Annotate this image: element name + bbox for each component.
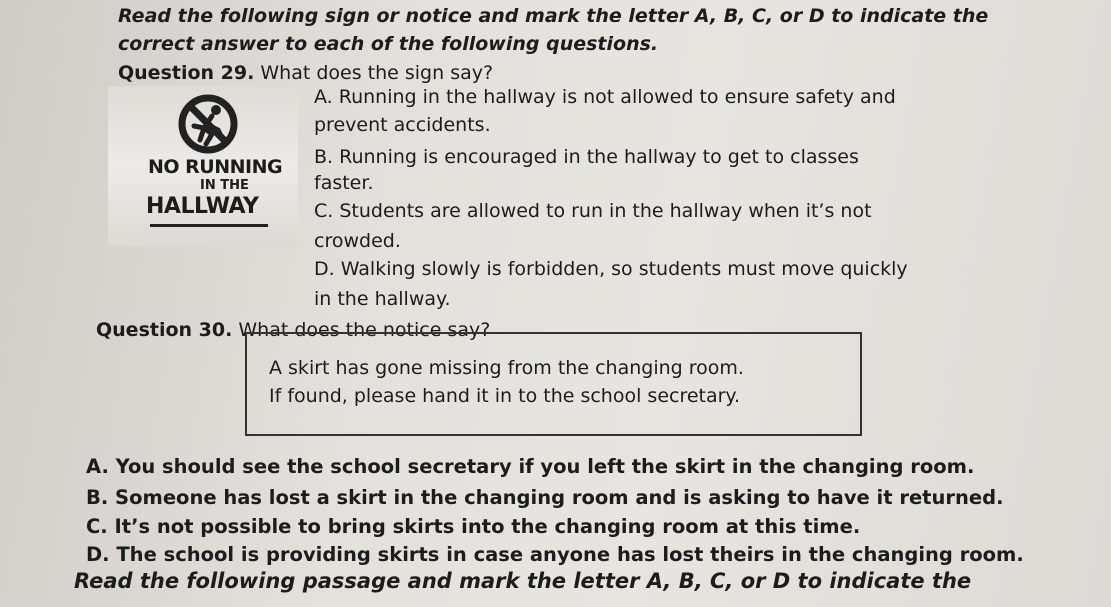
- next-section-instructions: Read the following passage and mark the letter A, B, C, or D to indicate the: [74, 569, 972, 593]
- question-29-heading: [118, 60, 493, 86]
- question-29-number: Question 29.: [118, 62, 255, 84]
- question-29-option-b-line-1: B. Running is encouraged in the hallway to get to classes: [314, 146, 859, 168]
- question-29-option-c-line-1: C. Students are allowed to run in the hallway when it’s not: [314, 200, 872, 222]
- question-30-option-d: D. The school is providing skirts in case anyone has lost theirs in the changing room.: [86, 543, 1024, 566]
- question-29-option-d-line-2: in the hallway.: [314, 288, 451, 310]
- section-instructions: Read the following sign or notice and mark the letter A, B, C, or D to indicate the correct answer to each of the following questions.: [118, 5, 989, 55]
- question-29-option-c-line-2: crowded.: [314, 230, 401, 252]
- sign-line-2: IN THE: [200, 178, 249, 193]
- question-30-number: Question 30.: [96, 319, 233, 341]
- notice-line-2: If found, please hand it in to the school secretary.: [269, 385, 741, 407]
- question-29-option-a-line-1: A. Running in the hallway is not allowed to ensure safety and: [314, 86, 896, 108]
- question-30-text: What does the notice say?: [238, 319, 491, 341]
- notice-line-1: A skirt has gone missing from the changing room.: [269, 357, 744, 379]
- question-29-option-a-line-2: prevent accidents.: [314, 114, 491, 136]
- sign-line-3: HALLWAY: [146, 194, 259, 219]
- question-30-option-b: B. Someone has lost a skirt in the changing room and is asking to have it returned.: [86, 486, 1004, 509]
- question-30-option-c: C. It’s not possible to bring skirts into the changing room at this time.: [86, 515, 861, 538]
- question-29-option-b-line-2: faster.: [314, 172, 374, 194]
- question-29-text: What does the sign say?: [260, 62, 494, 84]
- no-running-sign: [108, 86, 298, 246]
- sign-underline: [150, 224, 268, 227]
- notice-box: [245, 332, 862, 436]
- question-30-option-a: A. You should see the school secretary if you left the skirt in the changing room.: [86, 455, 975, 478]
- question-29-option-d-line-1: D. Walking slowly is forbidden, so students must move quickly: [314, 258, 908, 280]
- sign-line-1: NO RUNNING: [148, 156, 283, 178]
